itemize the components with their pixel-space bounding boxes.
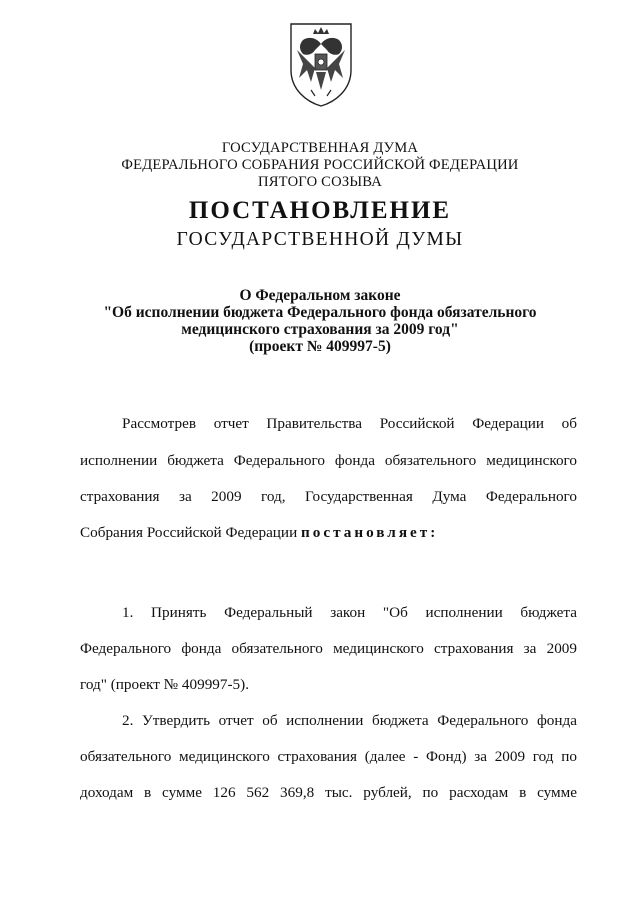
- item-2-line-1: 2. Утвердить отчет об исполнении бюджета Федерального фонда: [122, 712, 577, 729]
- preamble-line-3: страхования за 2009 год, Государственная Дума Федерального: [80, 488, 577, 505]
- russian-double-headed-eagle-icon: [287, 20, 355, 108]
- bill-line-4: (проект № 409997-5): [249, 338, 391, 355]
- preamble-line-2: исполнении бюджета Федерального фонда обязательного медицинского: [80, 452, 577, 469]
- decision-keyword: постановляет:: [301, 524, 439, 541]
- bill-line-2: "Об исполнении бюджета Федерального фонда обязательного: [103, 304, 537, 321]
- item-2-line-3: доходам в сумме 126 562 369,8 тыс. рублей, по расходам в сумме: [80, 784, 577, 801]
- institution-line-1: ГОСУДАРСТВЕННАЯ ДУМА: [221, 140, 419, 156]
- convocation: ПЯТОГО СОЗЫВА: [257, 174, 383, 190]
- item-1-line-2: Федерального фонда обязательного медицинского страхования за 2009: [80, 640, 577, 657]
- item-1-line-3: год" (проект № 409997-5).: [80, 676, 249, 693]
- item-1-line-1: 1. Принять Федеральный закон "Об исполнении бюджета: [122, 604, 577, 621]
- bill-line-1: О Федеральном законе: [239, 287, 401, 304]
- preamble-line-4-text: Собрания Российской Федерации: [80, 524, 298, 541]
- bill-line-3: медицинского страхования за 2009 год": [181, 321, 459, 338]
- institution-line-2: ФЕДЕРАЛЬНОГО СОБРАНИЯ РОССИЙСКОЙ ФЕДЕРАЦИИ: [121, 157, 519, 173]
- document-title: ПОСТАНОВЛЕНИЕ: [188, 197, 452, 224]
- preamble-line-1: Рассмотрев отчет Правительства Российской Федерации об: [122, 415, 577, 432]
- preamble-line-4: [80, 524, 577, 542]
- document-subtitle: ГОСУДАРСТВЕННОЙ ДУМЫ: [176, 229, 464, 250]
- item-2-line-2: обязательного медицинского страхования (далее - Фонд) за 2009 год по: [80, 748, 577, 765]
